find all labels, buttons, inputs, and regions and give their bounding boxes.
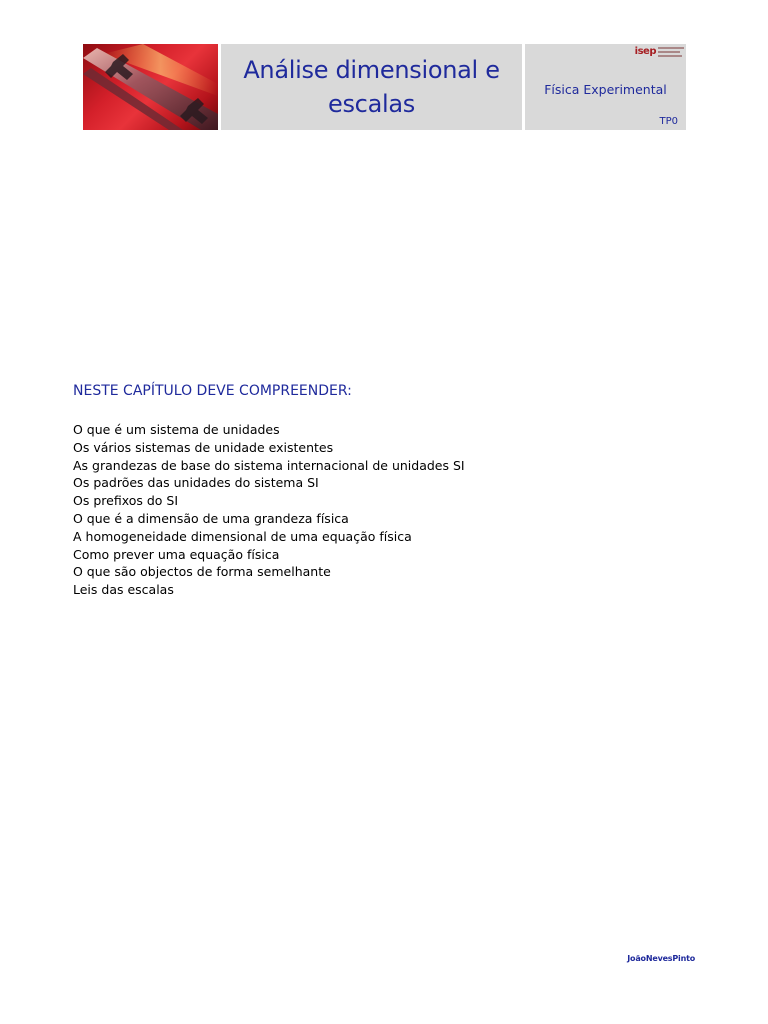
document-header	[83, 44, 686, 130]
title-cell	[221, 44, 522, 130]
page-title: Análise dimensional e escalas	[243, 56, 500, 118]
header-photo	[83, 44, 218, 130]
list-item: As grandezas de base do sistema internacional de unidades SI	[73, 457, 465, 473]
list-item: Como prever uma equação física	[73, 546, 280, 562]
list-item: Os prefixos do SI	[73, 493, 179, 509]
course-name: Física Experimental	[544, 82, 667, 97]
list-item: Leis das escalas	[73, 582, 174, 598]
list-item: A homogeneidade dimensional de uma equação física	[73, 528, 412, 544]
list-item: Os padrões das unidades do sistema SI	[73, 475, 319, 491]
isep-logo	[635, 46, 684, 57]
isep-logo-lines	[658, 47, 684, 57]
section-heading: NESTE CAPÍTULO DEVE COMPREENDER:	[73, 383, 352, 399]
list-item: O que é um sistema de unidades	[73, 422, 280, 437]
isep-logo-text: isep	[634, 46, 656, 57]
list-item: O que é a dimensão de uma grandeza física	[73, 510, 349, 526]
course-cell	[525, 44, 686, 130]
objectives-list	[73, 421, 465, 599]
list-item: Os vários sistemas de unidade existentes	[73, 439, 334, 455]
list-item: O que são objectos de forma semelhante	[73, 564, 331, 580]
chapter-code: TP0	[659, 116, 678, 127]
metal-profile-image	[83, 44, 218, 130]
footer-author: JoãoNevesPinto	[627, 954, 695, 963]
